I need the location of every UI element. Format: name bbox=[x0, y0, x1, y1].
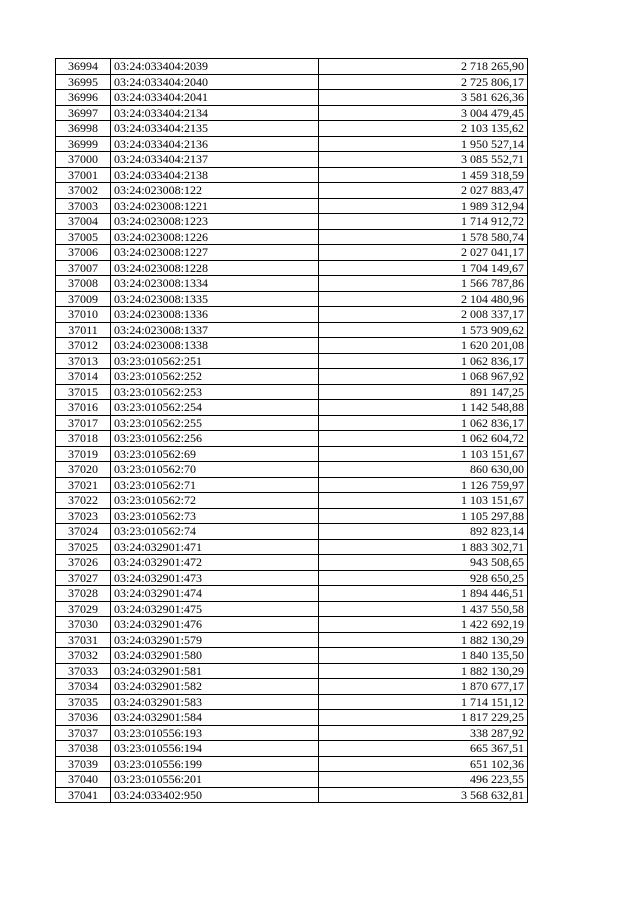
row-number-cell: 37016 bbox=[56, 400, 111, 416]
cadastral-value-cell: 1 883 302,71 bbox=[319, 539, 528, 555]
table-row bbox=[56, 462, 528, 478]
cadastral-value-cell: 1 894 446,51 bbox=[319, 586, 528, 602]
row-number-cell: 36997 bbox=[56, 105, 111, 121]
cadastral-value-cell: 1 620 201,08 bbox=[319, 338, 528, 354]
cadastral-number-cell: 03:24:023008:1226 bbox=[111, 229, 319, 245]
cadastral-value-cell: 891 147,25 bbox=[319, 384, 528, 400]
row-number-cell: 37023 bbox=[56, 508, 111, 524]
row-number-cell: 37001 bbox=[56, 167, 111, 183]
row-number-cell: 37022 bbox=[56, 493, 111, 509]
table-row bbox=[56, 431, 528, 447]
cadastral-value-cell: 1 566 787,86 bbox=[319, 276, 528, 292]
row-number-cell: 37017 bbox=[56, 415, 111, 431]
cadastral-value-cell: 1 126 759,97 bbox=[319, 477, 528, 493]
cadastral-number-cell: 03:24:023008:1335 bbox=[111, 291, 319, 307]
cadastral-number-cell: 03:24:023008:1338 bbox=[111, 338, 319, 354]
cadastral-value-cell: 1 704 149,67 bbox=[319, 260, 528, 276]
cadastral-value-cell: 2 027 883,47 bbox=[319, 183, 528, 199]
table-row bbox=[56, 291, 528, 307]
table-row bbox=[56, 679, 528, 695]
row-number-cell: 37004 bbox=[56, 214, 111, 230]
row-number-cell: 36995 bbox=[56, 74, 111, 90]
cadastral-number-cell: 03:23:010556:201 bbox=[111, 772, 319, 788]
row-number-cell: 37000 bbox=[56, 152, 111, 168]
row-number-cell: 37019 bbox=[56, 446, 111, 462]
table-row bbox=[56, 648, 528, 664]
row-number-cell: 37013 bbox=[56, 353, 111, 369]
table-row bbox=[56, 741, 528, 757]
cadastral-value-cell: 1 062 836,17 bbox=[319, 415, 528, 431]
cadastral-number-cell: 03:24:033404:2040 bbox=[111, 74, 319, 90]
row-number-cell: 37002 bbox=[56, 183, 111, 199]
cadastral-number-cell: 03:24:023008:1334 bbox=[111, 276, 319, 292]
cadastral-value-cell: 2 718 265,90 bbox=[319, 59, 528, 75]
table-row bbox=[56, 90, 528, 106]
cadastral-value-cell: 1 573 909,62 bbox=[319, 322, 528, 338]
table-row bbox=[56, 353, 528, 369]
row-number-cell: 37040 bbox=[56, 772, 111, 788]
cadastral-number-cell: 03:24:032901:584 bbox=[111, 710, 319, 726]
cadastral-value-cell: 1 817 229,25 bbox=[319, 710, 528, 726]
cadastral-number-cell: 03:24:023008:1227 bbox=[111, 245, 319, 261]
row-number-cell: 36994 bbox=[56, 59, 111, 75]
cadastral-number-cell: 03:24:033404:2135 bbox=[111, 121, 319, 137]
table-row bbox=[56, 152, 528, 168]
row-number-cell: 37034 bbox=[56, 679, 111, 695]
table-row bbox=[56, 136, 528, 152]
cadastral-value-cell: 338 287,92 bbox=[319, 725, 528, 741]
cadastral-number-cell: 03:24:033402:950 bbox=[111, 787, 319, 803]
table-row bbox=[56, 710, 528, 726]
cadastral-number-cell: 03:24:032901:474 bbox=[111, 586, 319, 602]
cadastral-number-cell: 03:23:010562:72 bbox=[111, 493, 319, 509]
cadastral-value-cell: 3 004 479,45 bbox=[319, 105, 528, 121]
table-body bbox=[56, 59, 528, 803]
cadastral-number-cell: 03:24:023008:1221 bbox=[111, 198, 319, 214]
cadastral-value-cell: 860 630,00 bbox=[319, 462, 528, 478]
cadastral-number-cell: 03:24:032901:580 bbox=[111, 648, 319, 664]
cadastral-value-cell: 1 422 692,19 bbox=[319, 617, 528, 633]
cadastral-value-cell: 1 950 527,14 bbox=[319, 136, 528, 152]
cadastral-value-cell: 2 008 337,17 bbox=[319, 307, 528, 323]
cadastral-number-cell: 03:24:032901:471 bbox=[111, 539, 319, 555]
cadastral-number-cell: 03:23:010562:69 bbox=[111, 446, 319, 462]
cadastral-value-cell: 3 568 632,81 bbox=[319, 787, 528, 803]
table-row bbox=[56, 601, 528, 617]
row-number-cell: 37027 bbox=[56, 570, 111, 586]
cadastral-number-cell: 03:23:010562:74 bbox=[111, 524, 319, 540]
cadastral-value-cell: 1 882 130,29 bbox=[319, 663, 528, 679]
table-row bbox=[56, 415, 528, 431]
cadastral-number-cell: 03:24:033404:2041 bbox=[111, 90, 319, 106]
cadastral-value-cell: 1 870 677,17 bbox=[319, 679, 528, 695]
cadastral-value-cell: 1 103 151,67 bbox=[319, 493, 528, 509]
table-row bbox=[56, 539, 528, 555]
cadastral-value-cell: 1 062 604,72 bbox=[319, 431, 528, 447]
table-row bbox=[56, 586, 528, 602]
table-row bbox=[56, 276, 528, 292]
row-number-cell: 37015 bbox=[56, 384, 111, 400]
row-number-cell: 37035 bbox=[56, 694, 111, 710]
cadastral-value-cell: 496 223,55 bbox=[319, 772, 528, 788]
row-number-cell: 37021 bbox=[56, 477, 111, 493]
cadastral-number-cell: 03:24:032901:581 bbox=[111, 663, 319, 679]
cadastral-number-cell: 03:24:032901:583 bbox=[111, 694, 319, 710]
table-row bbox=[56, 59, 528, 75]
cadastral-number-cell: 03:23:010556:199 bbox=[111, 756, 319, 772]
table-row bbox=[56, 570, 528, 586]
cadastral-value-cell: 1 103 151,67 bbox=[319, 446, 528, 462]
cadastral-value-cell: 892 823,14 bbox=[319, 524, 528, 540]
row-number-cell: 37025 bbox=[56, 539, 111, 555]
row-number-cell: 37018 bbox=[56, 431, 111, 447]
table-row bbox=[56, 772, 528, 788]
cadastral-value-cell: 1 068 967,92 bbox=[319, 369, 528, 385]
table-row bbox=[56, 121, 528, 137]
cadastral-value-cell: 1 578 580,74 bbox=[319, 229, 528, 245]
cadastral-number-cell: 03:23:010556:194 bbox=[111, 741, 319, 757]
cadastral-number-cell: 03:24:033404:2039 bbox=[111, 59, 319, 75]
cadastral-number-cell: 03:24:033404:2136 bbox=[111, 136, 319, 152]
row-number-cell: 37008 bbox=[56, 276, 111, 292]
table-row bbox=[56, 260, 528, 276]
cadastral-value-cell: 1 882 130,29 bbox=[319, 632, 528, 648]
cadastral-number-cell: 03:24:032901:582 bbox=[111, 679, 319, 695]
row-number-cell: 37029 bbox=[56, 601, 111, 617]
table-row bbox=[56, 694, 528, 710]
row-number-cell: 37026 bbox=[56, 555, 111, 571]
row-number-cell: 37007 bbox=[56, 260, 111, 276]
cadastral-number-cell: 03:23:010562:255 bbox=[111, 415, 319, 431]
table-row bbox=[56, 446, 528, 462]
cadastral-value-cell: 943 508,65 bbox=[319, 555, 528, 571]
row-number-cell: 37006 bbox=[56, 245, 111, 261]
cadastral-number-cell: 03:24:033404:2138 bbox=[111, 167, 319, 183]
row-number-cell: 37011 bbox=[56, 322, 111, 338]
cadastral-number-cell: 03:23:010562:253 bbox=[111, 384, 319, 400]
row-number-cell: 37024 bbox=[56, 524, 111, 540]
table-row bbox=[56, 756, 528, 772]
cadastral-value-cell: 1 714 912,72 bbox=[319, 214, 528, 230]
table-row bbox=[56, 214, 528, 230]
cadastral-value-cell: 651 102,36 bbox=[319, 756, 528, 772]
row-number-cell: 37037 bbox=[56, 725, 111, 741]
cadastral-value-cell: 1 714 151,12 bbox=[319, 694, 528, 710]
cadastral-value-cell: 2 027 041,17 bbox=[319, 245, 528, 261]
cadastral-number-cell: 03:23:010556:193 bbox=[111, 725, 319, 741]
row-number-cell: 37028 bbox=[56, 586, 111, 602]
table-row bbox=[56, 617, 528, 633]
table-row bbox=[56, 787, 528, 803]
cadastral-number-cell: 03:24:023008:1336 bbox=[111, 307, 319, 323]
row-number-cell: 37005 bbox=[56, 229, 111, 245]
row-number-cell: 37010 bbox=[56, 307, 111, 323]
row-number-cell: 37030 bbox=[56, 617, 111, 633]
cadastral-number-cell: 03:24:032901:579 bbox=[111, 632, 319, 648]
data-table bbox=[55, 58, 528, 803]
cadastral-value-cell: 1 989 312,94 bbox=[319, 198, 528, 214]
table-row bbox=[56, 369, 528, 385]
cadastral-number-cell: 03:23:010562:73 bbox=[111, 508, 319, 524]
row-number-cell: 37032 bbox=[56, 648, 111, 664]
cadastral-value-cell: 2 103 135,62 bbox=[319, 121, 528, 137]
cadastral-number-cell: 03:24:033404:2134 bbox=[111, 105, 319, 121]
cadastral-value-cell: 1 142 548,88 bbox=[319, 400, 528, 416]
table-row bbox=[56, 183, 528, 199]
table-row bbox=[56, 307, 528, 323]
cadastral-number-cell: 03:23:010562:254 bbox=[111, 400, 319, 416]
table-row bbox=[56, 524, 528, 540]
row-number-cell: 37038 bbox=[56, 741, 111, 757]
row-number-cell: 37020 bbox=[56, 462, 111, 478]
cadastral-number-cell: 03:24:032901:476 bbox=[111, 617, 319, 633]
table-row bbox=[56, 384, 528, 400]
table-row bbox=[56, 508, 528, 524]
row-number-cell: 36996 bbox=[56, 90, 111, 106]
table-row bbox=[56, 229, 528, 245]
table-row bbox=[56, 338, 528, 354]
cadastral-number-cell: 03:23:010562:71 bbox=[111, 477, 319, 493]
cadastral-value-cell: 928 650,25 bbox=[319, 570, 528, 586]
row-number-cell: 37003 bbox=[56, 198, 111, 214]
table-row bbox=[56, 74, 528, 90]
cadastral-number-cell: 03:23:010562:251 bbox=[111, 353, 319, 369]
table-row bbox=[56, 632, 528, 648]
table-row bbox=[56, 245, 528, 261]
cadastral-number-cell: 03:23:010562:252 bbox=[111, 369, 319, 385]
table-row bbox=[56, 105, 528, 121]
cadastral-value-cell: 1 459 318,59 bbox=[319, 167, 528, 183]
cadastral-number-cell: 03:23:010562:70 bbox=[111, 462, 319, 478]
row-number-cell: 37014 bbox=[56, 369, 111, 385]
cadastral-value-cell: 1 062 836,17 bbox=[319, 353, 528, 369]
row-number-cell: 36998 bbox=[56, 121, 111, 137]
table-row bbox=[56, 555, 528, 571]
table-row bbox=[56, 493, 528, 509]
cadastral-value-cell: 2 104 480,96 bbox=[319, 291, 528, 307]
row-number-cell: 37012 bbox=[56, 338, 111, 354]
table-row bbox=[56, 725, 528, 741]
table-row bbox=[56, 477, 528, 493]
cadastral-value-cell: 1 840 135,50 bbox=[319, 648, 528, 664]
cadastral-value-cell: 2 725 806,17 bbox=[319, 74, 528, 90]
cadastral-number-cell: 03:24:023008:1223 bbox=[111, 214, 319, 230]
table-row bbox=[56, 400, 528, 416]
cadastral-number-cell: 03:24:023008:122 bbox=[111, 183, 319, 199]
table-row bbox=[56, 322, 528, 338]
row-number-cell: 37039 bbox=[56, 756, 111, 772]
cadastral-number-cell: 03:24:033404:2137 bbox=[111, 152, 319, 168]
table-row bbox=[56, 167, 528, 183]
cadastral-number-cell: 03:24:032901:473 bbox=[111, 570, 319, 586]
row-number-cell: 37041 bbox=[56, 787, 111, 803]
cadastral-number-cell: 03:24:032901:472 bbox=[111, 555, 319, 571]
cadastral-number-cell: 03:24:023008:1337 bbox=[111, 322, 319, 338]
row-number-cell: 37009 bbox=[56, 291, 111, 307]
cadastral-number-cell: 03:23:010562:256 bbox=[111, 431, 319, 447]
row-number-cell: 37036 bbox=[56, 710, 111, 726]
cadastral-value-cell: 3 085 552,71 bbox=[319, 152, 528, 168]
cadastral-value-cell: 3 581 626,36 bbox=[319, 90, 528, 106]
row-number-cell: 36999 bbox=[56, 136, 111, 152]
cadastral-number-cell: 03:24:023008:1228 bbox=[111, 260, 319, 276]
cadastral-value-cell: 1 105 297,88 bbox=[319, 508, 528, 524]
cadastral-value-cell: 1 437 550,58 bbox=[319, 601, 528, 617]
row-number-cell: 37033 bbox=[56, 663, 111, 679]
cadastral-number-cell: 03:24:032901:475 bbox=[111, 601, 319, 617]
row-number-cell: 37031 bbox=[56, 632, 111, 648]
table-row bbox=[56, 663, 528, 679]
cadastral-value-cell: 665 367,51 bbox=[319, 741, 528, 757]
table-row bbox=[56, 198, 528, 214]
